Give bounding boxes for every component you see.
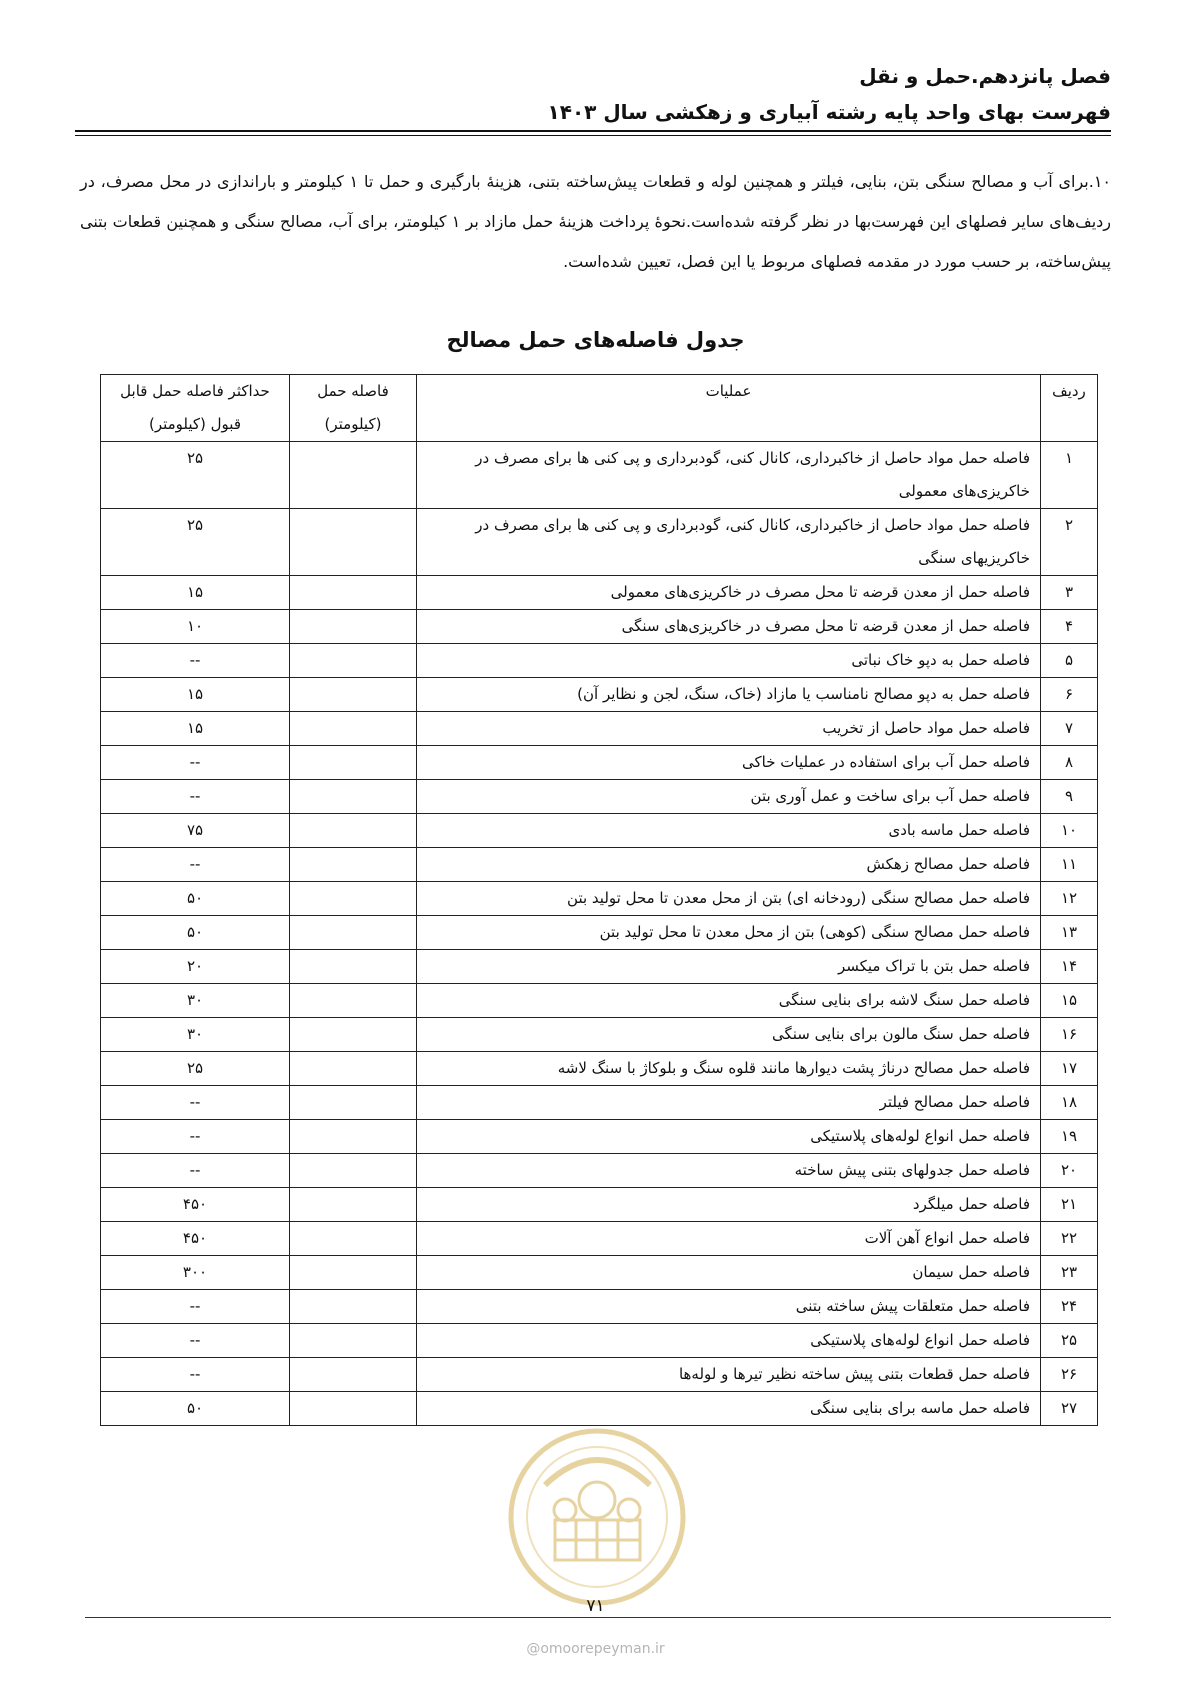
operation-cell: فاصله حمل مصالح زهکش xyxy=(417,848,1041,882)
operation-cell: فاصله حمل ماسه بادی xyxy=(417,814,1041,848)
operation-cell: فاصله حمل مواد حاصل از خاکبرداری، کانال کنی، گودبرداری و پی کنی ها برای مصرف در خاکریزیهای سنگی xyxy=(417,509,1041,576)
max-distance-cell: ۳۰۰ xyxy=(101,1256,290,1290)
header-max-distance: حداکثر فاصله حمل قابل قبول (کیلومتر) xyxy=(101,375,290,442)
table-row xyxy=(101,1256,1098,1290)
distance-cell xyxy=(290,950,417,984)
distance-cell xyxy=(290,916,417,950)
table-row xyxy=(101,746,1098,780)
operation-cell: فاصله حمل مصالح درناژ پشت دیوارها مانند قلوه سنگ و بلوکاژ با سنگ لاشه xyxy=(417,1052,1041,1086)
operation-cell: فاصله حمل به دپو خاک نباتی xyxy=(417,644,1041,678)
row-number-cell: ۱۲ xyxy=(1041,882,1098,916)
operation-cell: فاصله حمل ماسه برای بنایی سنگی xyxy=(417,1392,1041,1426)
row-number-cell: ۱۳ xyxy=(1041,916,1098,950)
table-row xyxy=(101,610,1098,644)
row-number-cell: ۲ xyxy=(1041,509,1098,576)
row-number-cell: ۱۷ xyxy=(1041,1052,1098,1086)
max-distance-cell: ۲۵ xyxy=(101,1052,290,1086)
book-title: فهرست بهای واحد پایه رشته آبیاری و زهکشی سال ۱۴۰۳ xyxy=(547,100,1111,124)
max-distance-cell: ۳۰ xyxy=(101,984,290,1018)
row-number-cell: ۱۶ xyxy=(1041,1018,1098,1052)
distance-cell xyxy=(290,610,417,644)
distance-cell xyxy=(290,746,417,780)
table-row xyxy=(101,576,1098,610)
max-distance-cell: -- xyxy=(101,1324,290,1358)
footer-rule xyxy=(85,1617,1111,1618)
max-distance-cell: -- xyxy=(101,780,290,814)
distance-cell xyxy=(290,1392,417,1426)
distance-cell xyxy=(290,1052,417,1086)
max-distance-cell: ۴۵۰ xyxy=(101,1188,290,1222)
table-row xyxy=(101,712,1098,746)
operation-cell: فاصله حمل قطعات بتنی پیش ساخته نظیر تیرها و لوله‌ها xyxy=(417,1358,1041,1392)
distance-cell xyxy=(290,882,417,916)
table-row xyxy=(101,1392,1098,1426)
table-row xyxy=(101,1222,1098,1256)
row-number-cell: ۹ xyxy=(1041,780,1098,814)
row-number-cell: ۲۲ xyxy=(1041,1222,1098,1256)
distance-cell xyxy=(290,814,417,848)
row-number-cell: ۱۱ xyxy=(1041,848,1098,882)
distance-cell xyxy=(290,1290,417,1324)
distance-cell xyxy=(290,1018,417,1052)
operation-cell: فاصله حمل از معدن قرضه تا محل مصرف در خاکریزی‌های سنگی xyxy=(417,610,1041,644)
table-row xyxy=(101,1290,1098,1324)
table-row xyxy=(101,984,1098,1018)
table-row xyxy=(101,1018,1098,1052)
table-row xyxy=(101,950,1098,984)
max-distance-cell: ۲۵ xyxy=(101,509,290,576)
row-number-cell: ۱ xyxy=(1041,442,1098,509)
operation-cell: فاصله حمل از معدن قرضه تا محل مصرف در خاکریزی‌های معمولی xyxy=(417,576,1041,610)
row-number-cell: ۱۴ xyxy=(1041,950,1098,984)
table-row xyxy=(101,814,1098,848)
row-number-cell: ۲۶ xyxy=(1041,1358,1098,1392)
operation-cell: فاصله حمل مصالح فیلتر xyxy=(417,1086,1041,1120)
row-number-cell: ۲۷ xyxy=(1041,1392,1098,1426)
row-number-cell: ۲۱ xyxy=(1041,1188,1098,1222)
operation-cell: فاصله حمل مصالح سنگی (کوهی) بتن از محل معدن تا محل تولید بتن xyxy=(417,916,1041,950)
intro-paragraph: ۱۰.برای آب و مصالح سنگی بتن، بنایی، فیلتر و همچنین لوله و قطعات پیش‌ساخته بتنی، هزینهٔ بارگیری و حمل تا ۱ کیلومتر و باراندازی در محل مصرف، در ردیف‌های سایر فصلهای این فهرست‌بها در نظر گرفته شده‌است.نحوهٔ پرداخت هزینهٔ حمل مازاد بر ۱ کیلومتر، برای آب، مصالح سنگی و همچنین قطعات بتنی پیش‌ساخته، بر حسب مورد در مقدمه فصلهای مربوط یا این فصل، تعیین شده‌است. xyxy=(80,172,1111,271)
row-number-cell: ۱۹ xyxy=(1041,1120,1098,1154)
page-header xyxy=(75,58,1111,130)
operation-cell: فاصله حمل جدولهای بتنی پیش ساخته xyxy=(417,1154,1041,1188)
operation-cell: فاصله حمل سنگ لاشه برای بنایی سنگی xyxy=(417,984,1041,1018)
table-row xyxy=(101,780,1098,814)
operation-cell: فاصله حمل انواع آهن آلات xyxy=(417,1222,1041,1256)
page-number: ۷۱ xyxy=(586,1596,605,1616)
max-distance-cell: -- xyxy=(101,1358,290,1392)
table-row xyxy=(101,509,1098,576)
header-rule xyxy=(75,130,1111,132)
table-row xyxy=(101,882,1098,916)
distance-cell xyxy=(290,644,417,678)
row-number-cell: ۲۵ xyxy=(1041,1324,1098,1358)
distances-table xyxy=(100,374,1098,1426)
row-number-cell: ۵ xyxy=(1041,644,1098,678)
table-row xyxy=(101,1120,1098,1154)
max-distance-cell: ۳۰ xyxy=(101,1018,290,1052)
max-distance-cell: -- xyxy=(101,848,290,882)
max-distance-cell: ۵۰ xyxy=(101,916,290,950)
table-row xyxy=(101,1086,1098,1120)
max-distance-cell: ۱۵ xyxy=(101,712,290,746)
max-distance-cell: -- xyxy=(101,1290,290,1324)
table-row xyxy=(101,1324,1098,1358)
operation-cell: فاصله حمل مصالح سنگی (رودخانه ای) بتن از محل معدن تا محل تولید بتن xyxy=(417,882,1041,916)
row-number-cell: ۲۴ xyxy=(1041,1290,1098,1324)
row-number-cell: ۱۵ xyxy=(1041,984,1098,1018)
operation-cell: فاصله حمل مواد حاصل از تخریب xyxy=(417,712,1041,746)
distance-cell xyxy=(290,1324,417,1358)
distance-cell xyxy=(290,1358,417,1392)
distance-cell xyxy=(290,678,417,712)
row-number-cell: ۱۰ xyxy=(1041,814,1098,848)
row-number-cell: ۲۳ xyxy=(1041,1256,1098,1290)
operation-cell: فاصله حمل بتن با تراک میکسر xyxy=(417,950,1041,984)
max-distance-cell: -- xyxy=(101,644,290,678)
distance-cell xyxy=(290,712,417,746)
table-title: جدول فاصله‌های حمل مصالح xyxy=(446,328,745,352)
operation-cell: فاصله حمل انواع لوله‌های پلاستیکی xyxy=(417,1324,1041,1358)
distance-cell xyxy=(290,1188,417,1222)
site-credit: @omoorepeyman.ir xyxy=(526,1641,665,1657)
table-row xyxy=(101,678,1098,712)
operation-cell: فاصله حمل سیمان xyxy=(417,1256,1041,1290)
operation-cell: فاصله حمل سنگ مالون برای بنایی سنگی xyxy=(417,1018,1041,1052)
distance-cell xyxy=(290,1086,417,1120)
distance-cell xyxy=(290,442,417,509)
operation-cell: فاصله حمل آب برای ساخت و عمل آوری بتن xyxy=(417,780,1041,814)
distance-cell xyxy=(290,1222,417,1256)
distance-cell xyxy=(290,780,417,814)
operation-cell: فاصله حمل آب برای استفاده در عملیات خاکی xyxy=(417,746,1041,780)
table-row xyxy=(101,848,1098,882)
table-row xyxy=(101,1358,1098,1392)
max-distance-cell: -- xyxy=(101,1120,290,1154)
row-number-cell: ۸ xyxy=(1041,746,1098,780)
max-distance-cell: ۷۵ xyxy=(101,814,290,848)
table-row xyxy=(101,1154,1098,1188)
distance-cell xyxy=(290,984,417,1018)
operation-cell: فاصله حمل مواد حاصل از خاکبرداری، کانال کنی، گودبرداری و پی کنی ها برای مصرف در خاکریزی‌های معمولی xyxy=(417,442,1041,509)
distance-cell xyxy=(290,1154,417,1188)
chapter-title: فصل پانزدهم.حمل و نقل xyxy=(859,64,1111,88)
row-number-cell: ۱۸ xyxy=(1041,1086,1098,1120)
table-row xyxy=(101,442,1098,509)
max-distance-cell: ۱۵ xyxy=(101,576,290,610)
row-number-cell: ۶ xyxy=(1041,678,1098,712)
max-distance-cell: ۲۰ xyxy=(101,950,290,984)
header-row-number: ردیف xyxy=(1041,375,1098,442)
row-number-cell: ۴ xyxy=(1041,610,1098,644)
table-row xyxy=(101,1052,1098,1086)
max-distance-cell: -- xyxy=(101,1154,290,1188)
max-distance-cell: ۱۵ xyxy=(101,678,290,712)
row-number-cell: ۳ xyxy=(1041,576,1098,610)
distance-cell xyxy=(290,1120,417,1154)
max-distance-cell: ۵۰ xyxy=(101,1392,290,1426)
table-header-row xyxy=(101,375,1098,442)
header-distance: فاصله حمل (کیلومتر) xyxy=(290,375,417,442)
row-number-cell: ۷ xyxy=(1041,712,1098,746)
watermark-seal-icon xyxy=(505,1425,690,1610)
distance-cell xyxy=(290,509,417,576)
max-distance-cell: ۲۵ xyxy=(101,442,290,509)
distance-cell xyxy=(290,848,417,882)
header-rule-thin xyxy=(75,135,1111,136)
table-row xyxy=(101,916,1098,950)
row-number-cell: ۲۰ xyxy=(1041,1154,1098,1188)
distance-cell xyxy=(290,1256,417,1290)
max-distance-cell: ۱۰ xyxy=(101,610,290,644)
operation-cell: فاصله حمل میلگرد xyxy=(417,1188,1041,1222)
header-operation: عملیات xyxy=(417,375,1041,442)
operation-cell: فاصله حمل متعلقات پیش ساخته بتنی xyxy=(417,1290,1041,1324)
operation-cell: فاصله حمل انواع لوله‌های پلاستیکی xyxy=(417,1120,1041,1154)
table-row xyxy=(101,1188,1098,1222)
operation-cell: فاصله حمل به دپو مصالح نامناسب یا مازاد (خاک، سنگ، لجن و نظایر آن) xyxy=(417,678,1041,712)
max-distance-cell: ۵۰ xyxy=(101,882,290,916)
table-body xyxy=(101,442,1098,1426)
table-row xyxy=(101,644,1098,678)
max-distance-cell: -- xyxy=(101,746,290,780)
max-distance-cell: ۴۵۰ xyxy=(101,1222,290,1256)
distance-cell xyxy=(290,576,417,610)
max-distance-cell: -- xyxy=(101,1086,290,1120)
